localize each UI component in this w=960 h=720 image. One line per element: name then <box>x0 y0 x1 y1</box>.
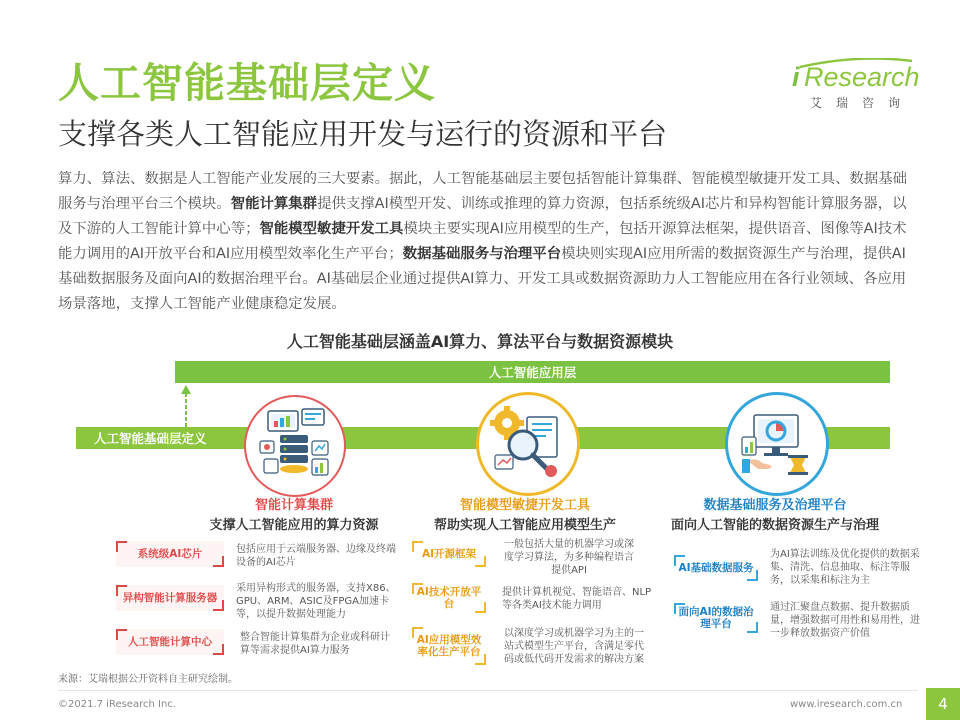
up-arrow-icon <box>181 385 191 427</box>
para-bold-2: 智能模型敏捷开发工具 <box>259 221 404 237</box>
logo-chinese-text: 艾瑞咨询 <box>810 96 915 110</box>
model-dev-circle <box>476 392 580 496</box>
server-cluster-icon <box>246 397 344 495</box>
website-link[interactable]: www.iresearch.com.cn <box>790 699 903 710</box>
module-1-subtitle: 支撑人工智能应用的算力资源 <box>209 518 379 533</box>
iresearch-logo <box>792 58 922 110</box>
page-subtitle: 支撑各类人工智能应用开发与运行的资源和平台 <box>58 117 668 151</box>
module-2-subtitle: 帮助实现人工智能应用模型生产 <box>433 518 616 533</box>
page-title: 人工智能基础层定义 <box>58 59 436 107</box>
module-2-title: 智能模型敏捷开发工具 <box>459 498 590 513</box>
item-ai-center-label: 人工智能计算中心 <box>116 629 224 655</box>
item-open-framework-label: AI开源框架 <box>412 541 486 567</box>
item-model-production-label: AI应用模型效率化生产平台 <box>412 627 486 665</box>
app-layer-label: 人工智能应用层 <box>488 365 577 380</box>
data-analytics-icon <box>728 395 826 493</box>
module-1-title: 智能计算集群 <box>254 498 333 513</box>
item-data-service-desc: 为AI算法训练及优化提供的数据采集、清洗、信息抽取、标注等服务，以采集和标注为主 <box>770 549 920 586</box>
module-3-title: 数据基础服务及治理平台 <box>703 498 847 513</box>
para-bold-1: 智能计算集群 <box>230 196 318 212</box>
base-layer-label: 人工智能基础层定义 <box>94 431 207 446</box>
para-bold-3: 数据基础服务与治理平台 <box>402 246 562 262</box>
item-model-production-desc: 以深度学习或机器学习为主的一站式模型生产平台，含满足零代码或低代码开发需求的解决方案 <box>504 628 644 665</box>
para-text-4: 模块则实现AI应用所需的数据资源生产与治理，提供AI基础数据服务及面向AI的数据治理平台。AI基础层企业通过提供AI算力、开发工具或数据资源助力人工智能应用在各行业领域、各应用场景落地，支撑人工智能产业健康稳定发展。 <box>58 246 907 312</box>
app-layer-bar <box>175 361 890 383</box>
magnifier-gear-icon <box>479 395 577 493</box>
compute-cluster-circle <box>244 395 346 497</box>
source-note: 来源：艾瑞根据公开资料自主研究绘制。 <box>58 674 238 685</box>
para-text-3: 模块主要实现AI应用模型的生产，包括开源算法框架，提供语音、图像等AI技术能力调用的AI开放平台和AI应用模型效率化生产平台； <box>58 221 907 262</box>
data-governance-circle <box>725 392 829 496</box>
footer-divider <box>58 690 918 691</box>
diagram-title: 人工智能基础层涵盖AI算力、算法平台与数据资源模块 <box>286 332 674 351</box>
para-text-2: 提供支撑AI模型开发、训练或推理的算力资源，包括系统级AI芯片和异构智能计算服务器，以及下游的人工智能计算中心等； <box>58 196 907 237</box>
item-ai-chip-desc: 包括应用于云端服务器、边缘及终端设备的AI芯片 <box>236 544 396 568</box>
page-number: 4 <box>926 688 960 720</box>
item-open-framework-desc: 一般包括大量的机器学习或深度学习算法，为多种编程语言提供API <box>504 539 634 576</box>
logo-brand-text: Research <box>804 62 920 92</box>
intro-paragraph <box>58 167 908 317</box>
para-text-1: 算力、算法、数据是人工智能产业发展的三大要素。据此，人工智能基础层主要包括智能计算集群、智能模型敏捷开发工具、数据基础服务与治理平台三个模块。 <box>58 171 908 212</box>
item-open-platform-label: AI技术开放平台 <box>412 583 486 613</box>
item-hetero-server-label: 异构智能计算服务器 <box>116 585 224 611</box>
item-data-governance-label: 面向AI的数据治理平台 <box>674 603 758 633</box>
item-data-service-label: AI基础数据服务 <box>674 555 758 581</box>
logo-brand-i: i <box>792 62 800 92</box>
item-ai-chip-label: 系统级AI芯片 <box>116 541 224 567</box>
item-data-governance-desc: 通过汇聚盘点数据、提升数据质量，增强数据可用性和易用性，进一步释放数据资产价值 <box>770 602 920 639</box>
copyright-text: ©2021.7 iResearch Inc. <box>58 699 176 710</box>
module-3-subtitle: 面向人工智能的数据资源生产与治理 <box>670 518 879 533</box>
item-ai-center-desc: 整合智能计算集群为企业或科研计算等需求提供AI算力服务 <box>240 632 390 656</box>
item-open-platform-desc: 提供计算机视觉、智能语音、NLP等各类AI技术能力调用 <box>502 587 652 611</box>
item-hetero-server-desc: 采用异构形式的服务器，支持X86、GPU、ARM、ASIC及FPGA加速卡等，以提升数据处理能力 <box>236 583 396 620</box>
